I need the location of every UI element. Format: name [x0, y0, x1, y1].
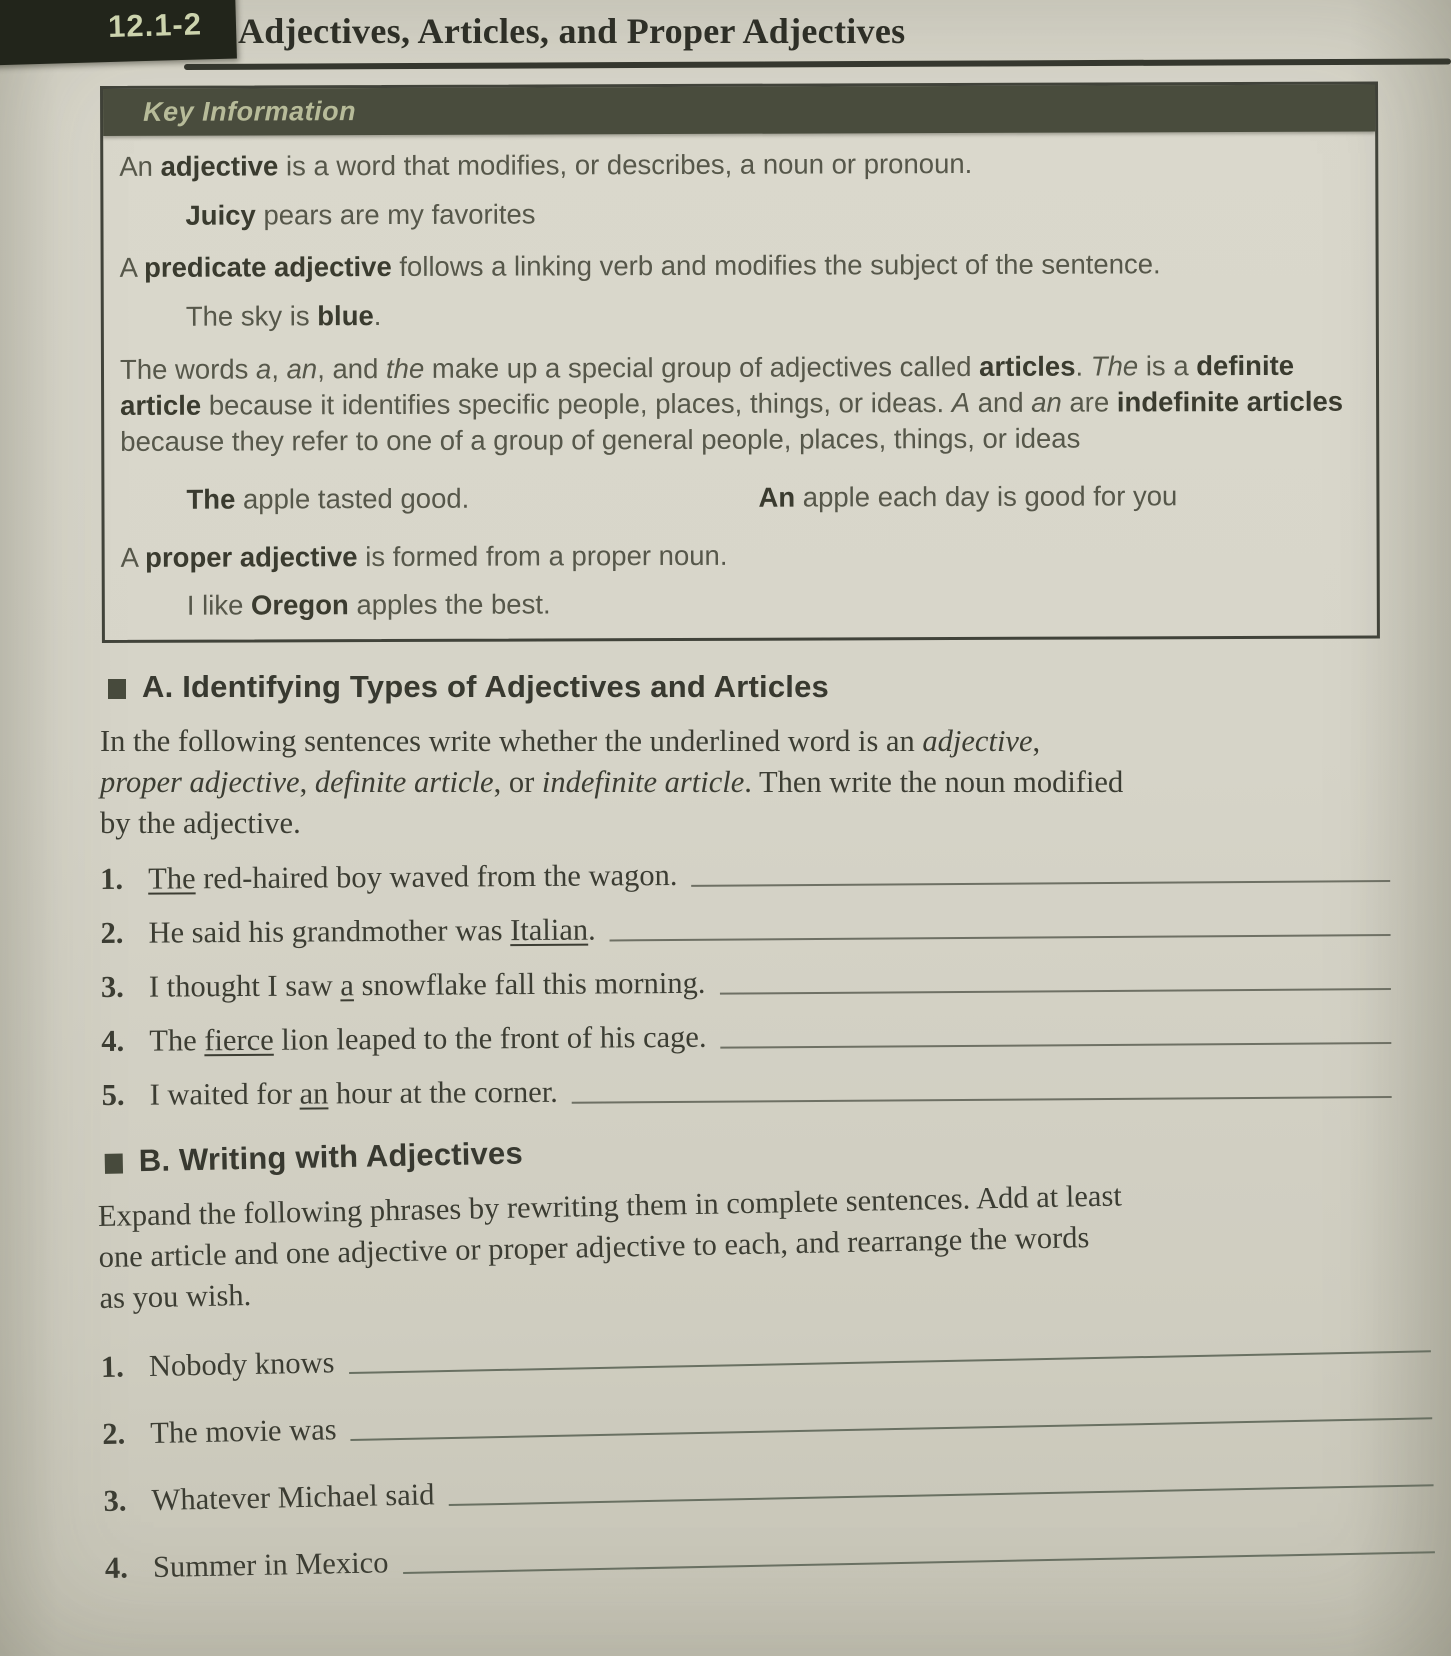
answer-blank	[719, 988, 1390, 995]
page-header	[0, 0, 1451, 84]
section-b	[96, 1117, 1441, 1587]
section-b-heading-row	[96, 1117, 1432, 1180]
instruction-line: by the adjective.	[100, 806, 301, 840]
item-number: 4.	[101, 1023, 125, 1058]
lesson-badge	[0, 0, 237, 66]
key-information-band	[103, 85, 1375, 136]
section-b-instructions	[97, 1169, 1435, 1319]
item-number: 1.	[100, 861, 124, 896]
section-b-heading: B. Writing with Adjectives	[138, 1135, 524, 1179]
exercise-item	[101, 1321, 1437, 1386]
square-bullet-icon	[105, 1154, 123, 1174]
exercise-item	[100, 851, 1390, 898]
lesson-number: 12.1-2	[107, 6, 203, 45]
item-sentence: He said his grandmother was Italian.	[148, 912, 596, 950]
exercise-item	[105, 1522, 1441, 1587]
item-sentence: I thought I saw a snowflake fall this morning.	[148, 965, 706, 1004]
item-phrase: Summer in Mexico	[152, 1545, 389, 1584]
item-number: 4.	[104, 1550, 129, 1585]
section-a-heading-row	[100, 669, 1390, 705]
adjective-definition: An adjective is a word that modifies, or describes, a noun or pronoun.	[119, 147, 973, 182]
key-information-content	[103, 145, 1377, 640]
item-number: 3.	[103, 1483, 127, 1518]
adjective-example: Juicy pears are my favorites	[185, 198, 536, 231]
section-a-items	[100, 851, 1392, 1114]
answer-blank	[403, 1551, 1435, 1574]
item-phrase: Whatever Michael said	[151, 1477, 435, 1517]
item-number: 5.	[101, 1077, 125, 1112]
page-title: Adjectives, Articles, and Proper Adjectives	[238, 11, 906, 51]
article-examples-row	[120, 478, 1356, 518]
exercise-item	[102, 1067, 1392, 1114]
proper-adjective-example: I like Oregon apples the best.	[186, 588, 551, 621]
predicate-adjective-example: The sky is blue.	[185, 300, 382, 332]
exercise-item	[102, 1388, 1438, 1453]
item-number: 2.	[101, 1416, 126, 1451]
section-a-heading: A. Identifying Types of Adjectives and Articles	[142, 669, 829, 704]
item-phrase: Nobody knows	[148, 1345, 335, 1384]
item-sentence: The fierce lion leaped to the front of his cage.	[149, 1019, 707, 1058]
instruction-line: one article and one adjective or proper adjective to each, and rearrange the words	[98, 1220, 1090, 1275]
instruction-line: Expand the following phrases by rewriting them in complete sentences. Add at least	[97, 1178, 1123, 1234]
key-information-panel	[100, 82, 1380, 643]
item-number: 2.	[100, 915, 124, 950]
predicate-adjective-definition: A predicate adjective follows a linking verb and modifies the subject of the sentence.	[119, 248, 1161, 283]
instruction-line: as you wish.	[99, 1277, 252, 1316]
key-information-header: Key Information	[143, 96, 357, 127]
articles-paragraph: The words a, an, and the make up a special group of adjectives called articles. The is a definite article because it identifies specific people, places, things, or ideas. A and an are indefinite articles because they refer to one of a group of general people, places, things, or ideas	[119, 349, 1344, 457]
title-rule	[184, 58, 1451, 70]
answer-blank	[721, 1042, 1392, 1049]
answer-blank	[692, 880, 1391, 887]
answer-blank	[351, 1417, 1432, 1441]
item-number: 3.	[100, 969, 124, 1004]
answer-blank	[449, 1484, 1434, 1506]
exercise-item	[100, 905, 1390, 952]
answer-blank	[349, 1350, 1431, 1374]
item-sentence: I waited for an hour at the corner.	[149, 1074, 558, 1112]
instruction-line: proper adjective, definite article, or indefinite article. Then write the noun modified	[100, 765, 1124, 799]
exercise-item	[101, 959, 1391, 1006]
instruction-line: In the following sentences write whether the underlined word is an adjective,	[100, 724, 1041, 758]
exercise-item	[101, 1013, 1391, 1060]
proper-adjective-definition: A proper adjective is formed from a proper noun.	[120, 539, 728, 573]
square-bullet-icon	[108, 679, 126, 699]
exercise-item	[103, 1455, 1439, 1520]
item-phrase: The movie was	[149, 1412, 337, 1451]
section-a-instructions	[100, 721, 1390, 844]
answer-blank	[572, 1096, 1392, 1104]
section-b-items	[101, 1321, 1442, 1587]
indefinite-article-example: An apple each day is good for you	[758, 480, 1178, 513]
item-sentence: The red-haired boy waved from the wagon.	[148, 857, 678, 896]
item-number: 1.	[100, 1349, 125, 1384]
answer-blank	[610, 934, 1391, 941]
section-a	[100, 669, 1390, 1114]
definite-article-example: The apple tasted good.	[186, 482, 470, 515]
